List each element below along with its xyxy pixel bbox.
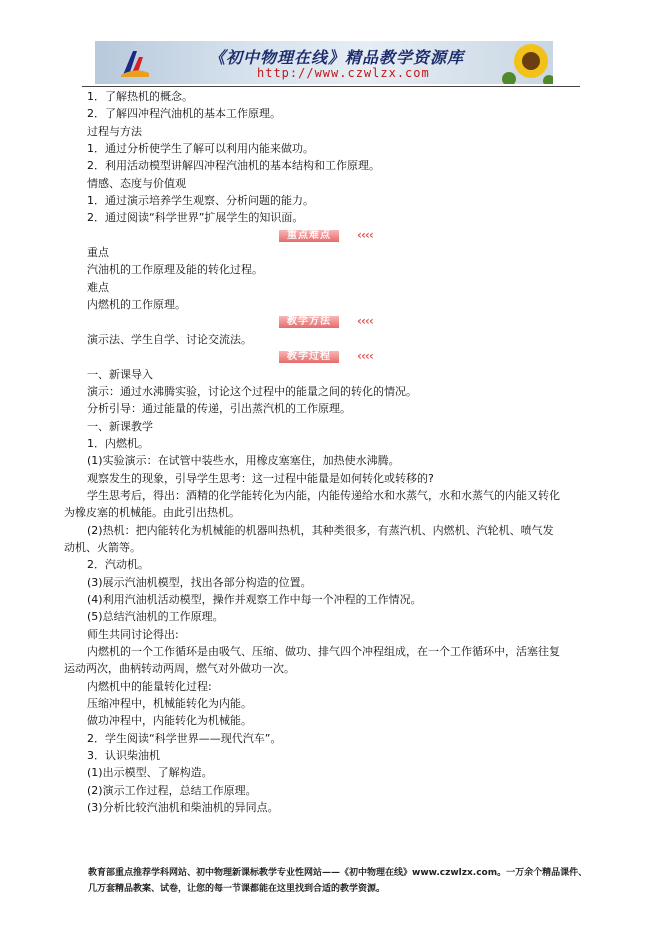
text-line: 做功冲程中，内能转化为机械能。 — [87, 714, 252, 728]
section-header-process — [87, 348, 582, 365]
text-line: 情感、态度与价值观 — [87, 176, 186, 190]
text-line: 内燃机的一个工作循环是由吸气、压缩、做功、排气四个冲程组成，在一个工作循环中，活塞往复 — [87, 645, 560, 658]
text-line: 汽油机的工作原理及能的转化过程。 — [87, 263, 263, 277]
header-divider — [82, 86, 580, 87]
text-line: 学生思考后，得出：酒精的化学能转化为内能，内能传递给水和水蒸气，水和水蒸气的内能又转化 — [87, 488, 560, 502]
banner-url[interactable]: http://www.czwlzx.com — [257, 66, 430, 80]
text-line: 1．内燃机。 — [87, 436, 149, 450]
text-line: 演示：通过水沸腾实验，讨论这个过程中的能量之间的转化的情况。 — [87, 384, 417, 398]
section-badge: 教学方法 — [279, 316, 339, 328]
sunflower-icon — [501, 41, 553, 84]
text-line: 1．通过分析使学生了解可以利用内能来做功。 — [87, 142, 314, 156]
text-line: 内燃机的工作原理。 — [87, 298, 186, 312]
section-badge: 教学过程 — [279, 351, 339, 363]
text-line: 压缩冲程中，机械能转化为内能。 — [87, 697, 252, 711]
text-line: 观察发生的现象，引导学生思考：这一过程中能量是如何转化或转移的? — [87, 471, 434, 485]
text-line: 2．汽动机。 — [87, 558, 149, 572]
text-line: 演示法、学生自学、讨论交流法。 — [87, 332, 252, 346]
document-body — [64, 88, 582, 816]
text-line: 动机、火箭等。 — [64, 540, 141, 554]
text-line: 师生共同讨论得出: — [87, 627, 179, 641]
page-footer — [88, 865, 588, 897]
text-line: 内燃机中的能量转化过程: — [87, 679, 212, 693]
text-line: 1．通过演示培养学生观察、分析问题的能力。 — [87, 194, 314, 208]
text-line: (3)展示汽油机模型，找出各部分构造的位置。 — [87, 575, 312, 589]
text-line: (1)出示模型、了解构造。 — [87, 766, 213, 780]
text-line: (2)热机：把内能转化为机械能的机器叫热机，其种类很多，有蒸汽机、内燃机、汽轮机、喷气发 — [87, 523, 554, 537]
section-badge: 重点难点 — [279, 230, 339, 242]
text-line: 为橡皮塞的机械能。由此引出热机。 — [64, 506, 240, 520]
text-line: (3)分析比较汽油机和柴油机的异同点。 — [87, 801, 279, 815]
text-line: 一、新课教学 — [87, 419, 153, 433]
text-line: 重点 — [87, 246, 109, 260]
text-line: 2．学生阅读“科学世界——现代汽车”。 — [87, 731, 282, 745]
text-line: 分析引导：通过能量的传递，引出蒸汽机的工作原理。 — [87, 402, 351, 416]
text-line: 过程与方法 — [87, 124, 142, 138]
text-line: (1)实验演示：在试管中装些水，用橡皮塞塞住，加热使水沸腾。 — [87, 454, 400, 468]
chevrons-left-icon: ‹‹‹‹ — [357, 227, 373, 242]
text-line: 2．了解四冲程汽油机的基本工作原理。 — [87, 107, 281, 121]
site-banner — [95, 41, 553, 84]
chevrons-left-icon: ‹‹‹‹ — [357, 349, 373, 364]
footer-line: 教育部重点推荐学科网站、初中物理新课标教学专业性网站——《初中物理在线》www.czwlzx.com。一万余个精品课件、 — [88, 868, 588, 878]
site-logo-icon — [119, 47, 151, 79]
text-line: 2．利用活动模型讲解四冲程汽油机的基本结构和工作原理。 — [87, 159, 380, 173]
banner-title: 《初中物理在线》精品教学资源库 — [209, 48, 465, 67]
text-line: 1．了解热机的概念。 — [87, 90, 193, 103]
text-line: 难点 — [87, 280, 109, 294]
text-line: 2．通过阅读“科学世界”扩展学生的知识面。 — [87, 211, 304, 225]
text-line: 一、新课导入 — [87, 367, 153, 381]
footer-line: 几万套精品教案、试卷，让您的每一节课都能在这里找到合适的教学资源。 — [88, 884, 386, 894]
text-line: (4)利用汽油机活动模型，操作并观察工作中每一个冲程的工作情况。 — [87, 592, 422, 606]
section-header-key-points — [87, 227, 582, 244]
chevrons-left-icon: ‹‹‹‹ — [357, 314, 373, 329]
section-header-methods — [87, 313, 582, 330]
text-line: (5)总结汽油机的工作原理。 — [87, 610, 224, 624]
text-line: 运动两次，曲柄转动两周，燃气对外做功一次。 — [64, 662, 295, 676]
text-line: 3．认识柴油机 — [87, 749, 160, 763]
text-line: (2)演示工作过程，总结工作原理。 — [87, 783, 257, 797]
